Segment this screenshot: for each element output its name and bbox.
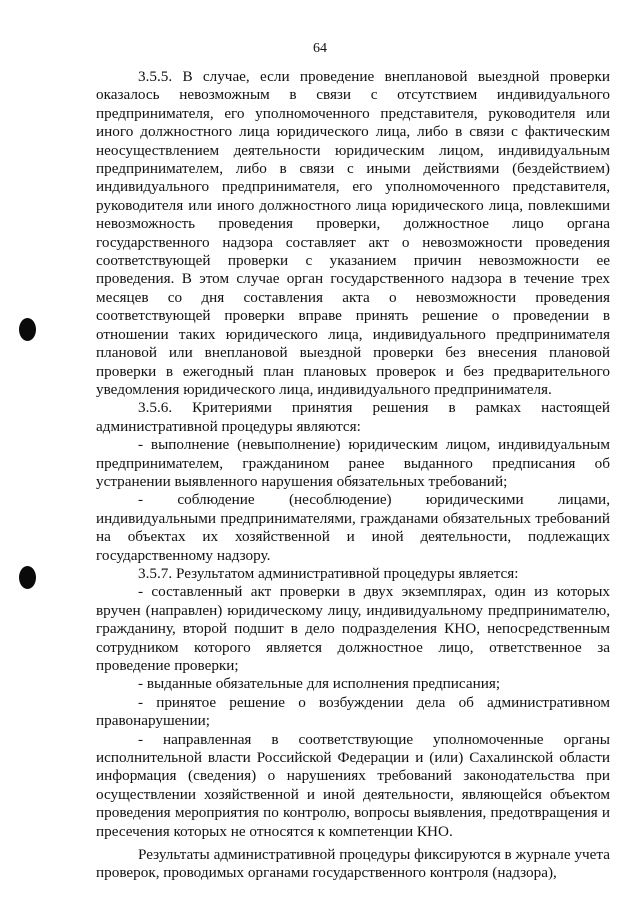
paragraph-3-5-7: 3.5.7. Результатом административной процедуры является:: [138, 564, 519, 582]
criteria-item: - выполнение (невыполнение) юридическим лицом, индивидуальным предпринимателем, гражданином ранее выданного предписания об устранении выявленного нарушения обязательных требований;: [96, 436, 610, 490]
results-recording-paragraph: Результаты административной процедуры фиксируются в журнале учета проверок, проводимых органами государственного контроля (надзора),: [96, 846, 610, 882]
result-item: - составленный акт проверки в двух экземплярах, один из которых вручен (направлен) юридическому лицу, индивидуальному предпринимателю, гражданину, второй подшит в дело подразделения КНО, непосредственным сотрудником которого является должностное лицо, ответственное за проведение проверки;: [96, 583, 610, 674]
result-item: - выданные обязательные для исполнения предписания;: [138, 675, 501, 693]
criteria-item: - соблюдение (несоблюдение) юридическими лицами, индивидуальными предпринимателями, гражданами обязательных требований на объектах их хозяйственной и иной деятельности, подлежащих государственному надзору.: [96, 491, 610, 564]
result-item: - принятое решение о возбуждении дела об административном правонарушении;: [96, 693, 610, 730]
document-body: [96, 68, 610, 883]
paragraph-3-5-6: 3.5.6. Критериями принятия решения в рамках настоящей административной процедуры являются:: [96, 399, 610, 435]
punch-hole-mark: [19, 566, 36, 589]
paragraph-3-5-5: 3.5.5. В случае, если проведение внеплановой выездной проверки оказалось невозможным в связи с отсутствием индивидуального предпринимателя, его уполномоченного представителя, руководителя или иного должностного лица юридического лица, либо в связи с фактическим неосуществлением деятельности юридическим лицом, индивидуальным предпринимателем, либо в связи с иными действиями (бездействием) индивидуального предпринимателя, его уполномоченного представителя, руководителя или иного должностного лица юридического лица, повлекшими невозможность проведения проверки, должностное лицо органа государственного надзора составляет акт о невозможности проведения соответствующей проверки с указанием причин невозможности ее проведения. В этом случае орган государственного надзора в течение трех месяцев со дня составления акта о невозможности проведения соответствующей проверки вправе принять решение о проведении в отношении таких юридического лица, индивидуального предпринимателя плановой или внеплановой выездной проверки без внесения плановой проверки в ежегодный план плановых проверок и без предварительного уведомления юридического лица, индивидуального предпринимателя.: [96, 68, 610, 398]
page-number: 64: [313, 41, 327, 56]
punch-hole-mark: [19, 318, 36, 341]
result-item: - направленная в соответствующие уполномоченные органы исполнительной власти Российской Федерации и (или) Сахалинской области информация (сведения) о нарушениях требований законодательства при осуществлении хозяйственной и иной деятельности, являющейся объектом проведения мероприятия по контролю, вопросы выявления, предотвращения и пресечения которых не относятся к компетенции КНО.: [96, 730, 610, 840]
